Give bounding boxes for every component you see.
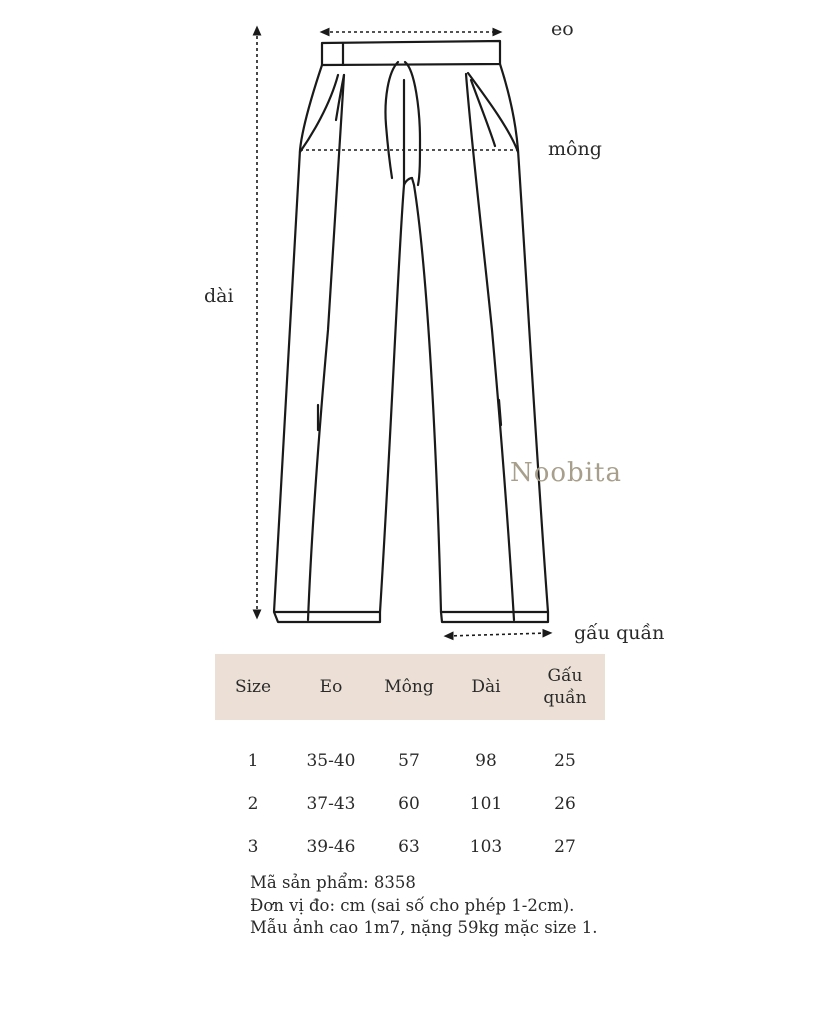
header-hip: Mông xyxy=(371,654,447,720)
header-hem xyxy=(525,654,605,720)
size-table xyxy=(215,654,605,868)
cell-size: 1 xyxy=(247,751,259,771)
cell-hip: 60 xyxy=(398,793,420,814)
cell-waist: 35-40 xyxy=(306,751,356,771)
cell-hem: 25 xyxy=(554,751,576,771)
table-row xyxy=(215,825,605,868)
hip-label: mông xyxy=(548,138,602,160)
unit-note: Đơn vị đo: cm (sai số cho phép 1-2cm). xyxy=(250,895,575,915)
length-label: dài xyxy=(204,285,234,307)
header-waist: Eo xyxy=(291,654,371,720)
cell-waist: 39-46 xyxy=(306,836,356,857)
hem-measure-line xyxy=(448,633,548,636)
drawstring-left xyxy=(386,62,399,178)
cell-size: 2 xyxy=(247,793,259,814)
table-row xyxy=(215,720,605,782)
drawstring-right xyxy=(405,62,420,185)
cell-length: 98 xyxy=(475,751,497,771)
table-row xyxy=(215,782,605,825)
product-notes xyxy=(250,872,597,940)
hem-label: gấu quần xyxy=(574,622,665,644)
right-leg-outline xyxy=(412,64,548,622)
right-pleat xyxy=(466,74,514,620)
product-code-note: Mã sản phẩm: 8358 xyxy=(250,873,416,892)
left-pleat xyxy=(308,75,344,620)
cell-length: 101 xyxy=(469,793,503,814)
cell-hip: 57 xyxy=(398,751,420,771)
cell-hem: 27 xyxy=(554,836,576,857)
model-note: Mẫu ảnh cao 1m7, nặng 59kg mặc size 1. xyxy=(250,918,598,937)
waistband xyxy=(322,41,500,65)
left-pocket xyxy=(300,75,338,152)
header-size: Size xyxy=(215,654,291,720)
cell-length: 103 xyxy=(469,836,503,857)
cell-hip: 63 xyxy=(398,836,420,857)
header-hem-text: Gấu quần xyxy=(543,666,587,708)
cell-waist: 37-43 xyxy=(306,793,356,814)
waist-label: eo xyxy=(551,18,574,40)
header-length: Dài xyxy=(447,654,525,720)
brand-watermark: Noobita xyxy=(510,458,622,488)
table-header-row xyxy=(215,654,605,720)
cell-hem: 26 xyxy=(554,793,576,814)
cell-size: 3 xyxy=(247,836,259,857)
